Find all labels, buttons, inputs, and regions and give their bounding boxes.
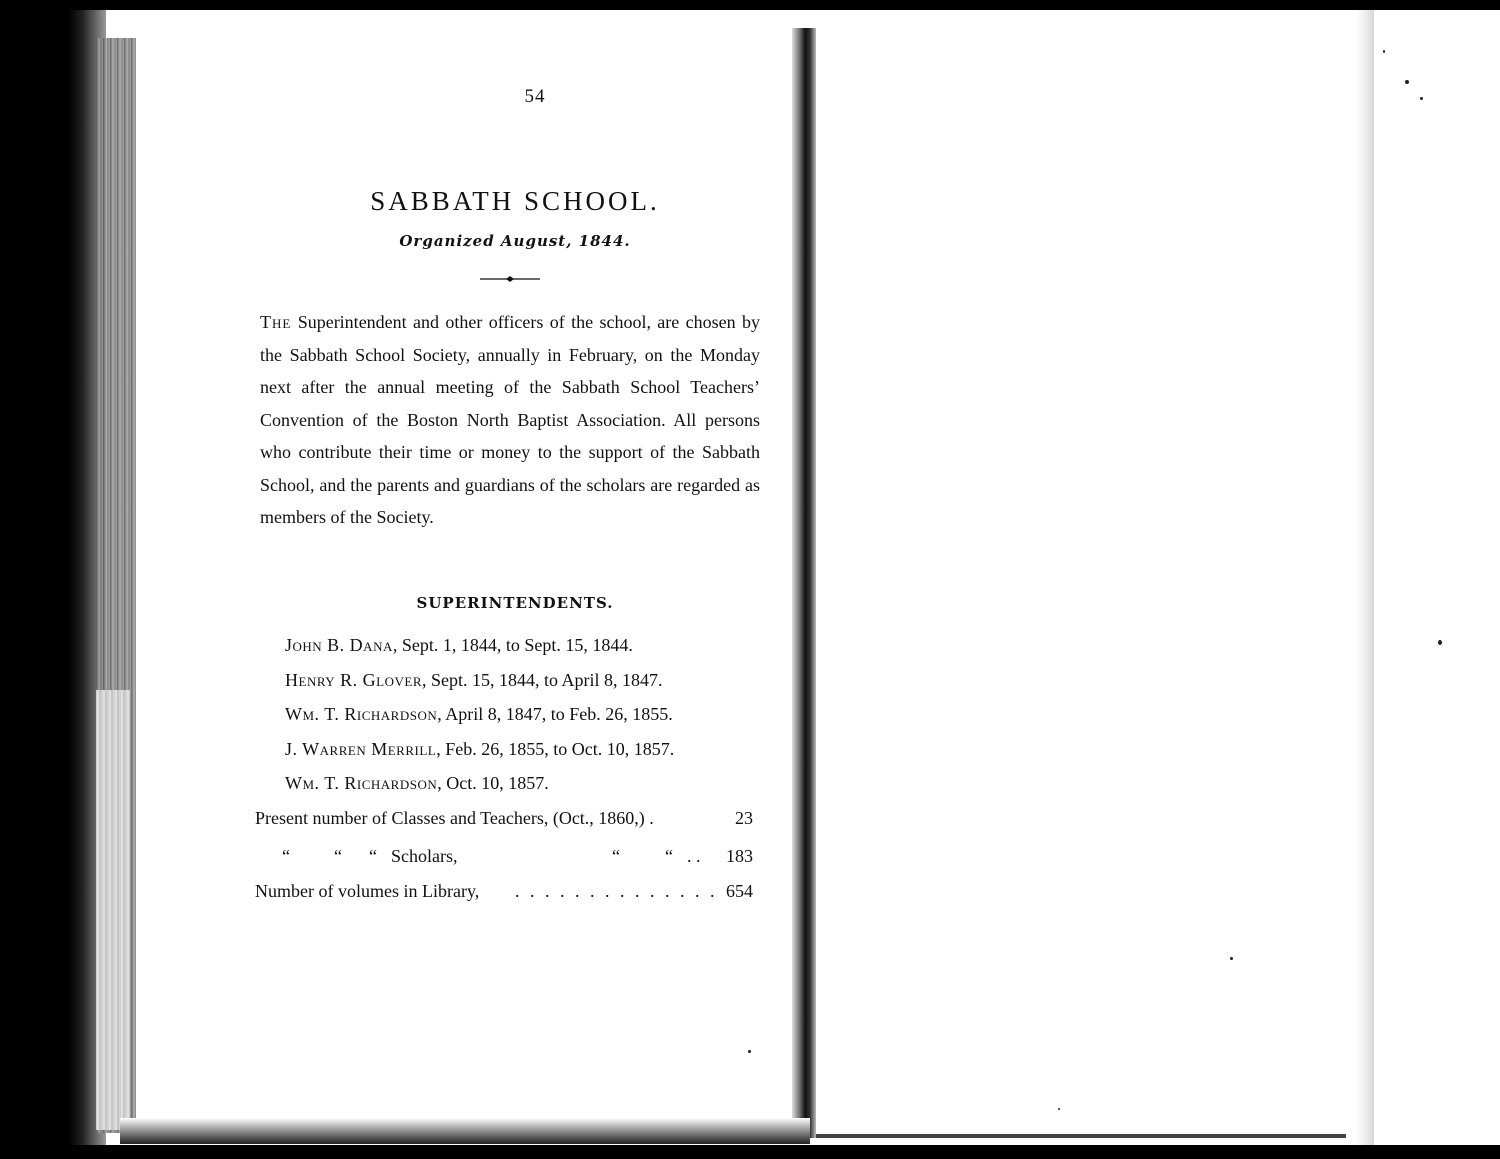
scan-border-top xyxy=(0,0,1500,10)
scan-border-bottom xyxy=(0,1145,1500,1159)
scan-speck xyxy=(1420,97,1423,100)
superintendent-term: , April 8, 1847, to Feb. 26, 1855. xyxy=(437,704,673,724)
page-edges-lower xyxy=(96,690,130,1130)
page-number: 54 xyxy=(524,86,546,107)
stat-scholars-label: Scholars, xyxy=(391,846,458,866)
superintendents-list xyxy=(285,628,755,801)
stat-library-row xyxy=(255,878,753,904)
scan-border-left xyxy=(0,0,12,1159)
stat-classes-value: 23 xyxy=(735,808,753,828)
scan-speck xyxy=(1383,50,1385,53)
stat-scholars-row xyxy=(255,843,753,869)
scan-speck xyxy=(1405,80,1409,84)
superintendent-term: , Feb. 26, 1855, to Oct. 10, 1857. xyxy=(436,738,675,759)
superintendent-name: John B. Dana xyxy=(285,635,393,655)
book-edge-shadow xyxy=(12,10,106,1145)
list-item xyxy=(285,663,755,698)
stat-classes-row xyxy=(255,805,753,831)
ornament-divider xyxy=(480,274,540,284)
leader-dots: . . . . . . . . . . . . . . xyxy=(515,881,718,901)
superintendent-term: , Oct. 10, 1857. xyxy=(437,773,549,793)
ditto-mark: “ xyxy=(369,846,377,866)
list-item xyxy=(285,732,755,767)
superintendent-term: , Sept. 15, 1844, to April 8, 1847. xyxy=(422,669,663,690)
superintendent-name: Wm. T. Richardson xyxy=(285,773,438,793)
stat-scholars-value: 183 xyxy=(726,846,753,866)
ditto-mark: “ xyxy=(612,846,620,866)
superintendent-term: , Sept. 1, 1844, to Sept. 15, 1844. xyxy=(392,635,633,655)
book-spine xyxy=(792,28,816,1138)
left-page xyxy=(140,10,790,1118)
superintendent-name: Wm. T. Richardson xyxy=(285,704,438,724)
page-title: SABBATH SCHOOL. xyxy=(370,186,660,216)
list-item xyxy=(285,697,755,732)
scan-speck xyxy=(1230,957,1233,960)
ditto-mark: “ xyxy=(665,846,673,866)
ditto-mark: “ xyxy=(334,846,342,866)
intro-paragraph xyxy=(260,306,760,534)
superintendent-name: Henry R. Glover xyxy=(285,669,423,690)
page-bottom-shadow xyxy=(120,1118,810,1144)
scan-speck xyxy=(748,1050,751,1053)
scan-speck xyxy=(1058,1108,1060,1110)
lead-word: The xyxy=(260,312,292,332)
superintendents-heading: SUPERINTENDENTS. xyxy=(416,594,614,612)
organized-date: Organized August, 1844. xyxy=(399,232,631,250)
right-page-bottom-edge xyxy=(816,1134,1346,1138)
list-item xyxy=(285,766,755,801)
stat-classes-label: Present number of Classes and Teachers, (Oct., 1860,) . xyxy=(255,808,654,828)
ditto-mark: “ xyxy=(282,846,290,866)
stat-library-value: 654 xyxy=(726,881,753,901)
leader-dots: . . xyxy=(687,846,701,866)
right-page-edge xyxy=(1356,10,1374,1145)
list-item xyxy=(285,628,755,663)
stat-library-label: Number of volumes in Library, xyxy=(255,881,480,901)
paragraph-text: Superintendent and other officers of the school, are chosen by the Sabbath School Society, annually in February, on the Monday next after the annual meeting of the Sabbath School Teachers’ Convention of the Boston North Baptist Association. All persons who contribute their time or money to the support of the Sabbath School, and the parents and guardians of the scholars are regarded as members of the Society. xyxy=(260,312,760,527)
superintendent-name: J. Warren Merrill xyxy=(285,738,437,759)
scan-speck xyxy=(1438,640,1442,645)
